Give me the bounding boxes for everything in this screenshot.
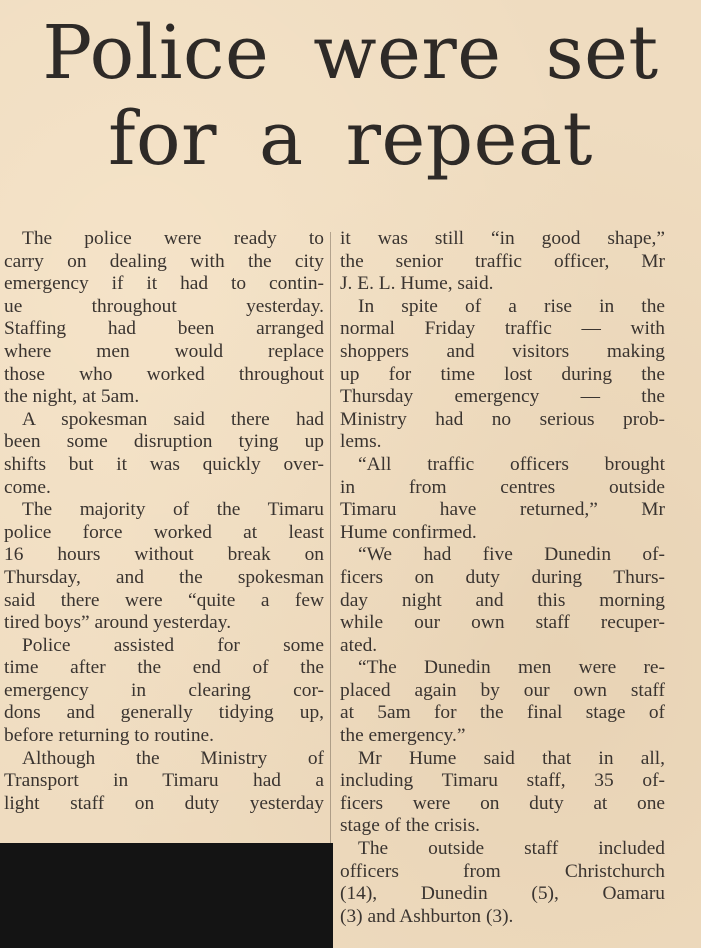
article-line: the emergency.”: [340, 725, 466, 747]
article-column-left: [4, 228, 324, 815]
article-line: J. E. L. Hume, said.: [340, 273, 494, 295]
article-line: 16 hours without break on: [4, 544, 324, 566]
article-line: dons and generally tidying up,: [4, 702, 324, 724]
headline-line-2: for a repeat: [108, 96, 593, 182]
article-line: The majority of the Timaru: [22, 499, 324, 521]
article-line: it was still “in good shape,”: [340, 228, 665, 249]
article-line: including Timaru staff, 35 of-: [340, 770, 665, 792]
article-line: Timaru have returned,” Mr: [340, 499, 665, 521]
article-line: Hume confirmed.: [340, 521, 477, 543]
article-line: The outside staff included: [358, 838, 665, 860]
article-line: normal Friday traffic — with: [340, 318, 665, 340]
article-line: officers from Christchurch: [340, 860, 665, 882]
article-line: emergency if it had to contin-: [4, 273, 324, 295]
article-line: Although the Ministry of: [22, 747, 324, 769]
article-line: those who worked throughout: [4, 363, 324, 385]
article-line: The police were ready to: [22, 228, 324, 249]
article-line: up for time lost during the: [340, 363, 665, 385]
article-line: Transport in Timaru had a: [4, 770, 324, 792]
article-line: (14), Dunedin (5), Oamaru: [340, 883, 665, 905]
article-line: Thursday emergency — the: [340, 386, 665, 408]
article-line: shifts but it was quickly over-: [4, 453, 324, 475]
article-line: “We had five Dunedin of-: [358, 544, 665, 566]
article-line: been some disruption tying up: [4, 431, 324, 453]
article-line: before returning to routine.: [4, 725, 214, 747]
article-line: shoppers and visitors making: [340, 340, 665, 362]
article-line: ficers on duty during Thurs-: [340, 566, 665, 588]
article-line: ated.: [340, 634, 378, 656]
article-line: while our own staff recuper-: [340, 612, 665, 634]
headline: [0, 10, 701, 182]
article-line: (3) and Ashburton (3).: [340, 905, 514, 927]
article-line: Thursday, and the spokesman: [4, 566, 324, 588]
article-line: carry on dealing with the city: [4, 250, 324, 272]
article-line: where men would replace: [4, 340, 324, 362]
article-line: said there were “quite a few: [4, 589, 324, 611]
article-line: stage of the crisis.: [340, 815, 481, 837]
article-line: ficers were on duty at one: [340, 792, 665, 814]
article-line: Police assisted for some: [22, 634, 324, 656]
article-line: lems.: [340, 431, 382, 453]
article-line: Mr Hume said that in all,: [358, 747, 665, 769]
article-line: the night, at 5am.: [4, 386, 140, 408]
article-line: ue throughout yesterday.: [4, 295, 324, 317]
article-line: day night and this morning: [340, 589, 665, 611]
article-line: time after the end of the: [4, 657, 324, 679]
article-line: “The Dunedin men were re-: [358, 657, 665, 679]
article-line: emergency in clearing cor-: [4, 679, 324, 701]
article-line: the senior traffic officer, Mr: [340, 250, 665, 272]
headline-line-1: Police were set: [42, 10, 659, 96]
article-line: at 5am for the final stage of: [340, 702, 665, 724]
article-line: Ministry had no serious prob-: [340, 408, 665, 430]
article-line: Staffing had been arranged: [4, 318, 324, 340]
redaction-block: [0, 843, 333, 948]
article-line: In spite of a rise in the: [358, 295, 665, 317]
article-line: in from centres outside: [340, 476, 665, 498]
article-line: “All traffic officers brought: [358, 453, 665, 475]
article-line: A spokesman said there had: [22, 408, 324, 430]
article-line: light staff on duty yesterday: [4, 792, 324, 814]
article-line: come.: [4, 476, 51, 498]
article-line: tired boys” around yesterday.: [4, 612, 232, 634]
article-column-right: [340, 228, 665, 928]
column-divider: [330, 232, 331, 948]
article-line: placed again by our own staff: [340, 679, 665, 701]
article-line: police force worked at least: [4, 521, 324, 543]
